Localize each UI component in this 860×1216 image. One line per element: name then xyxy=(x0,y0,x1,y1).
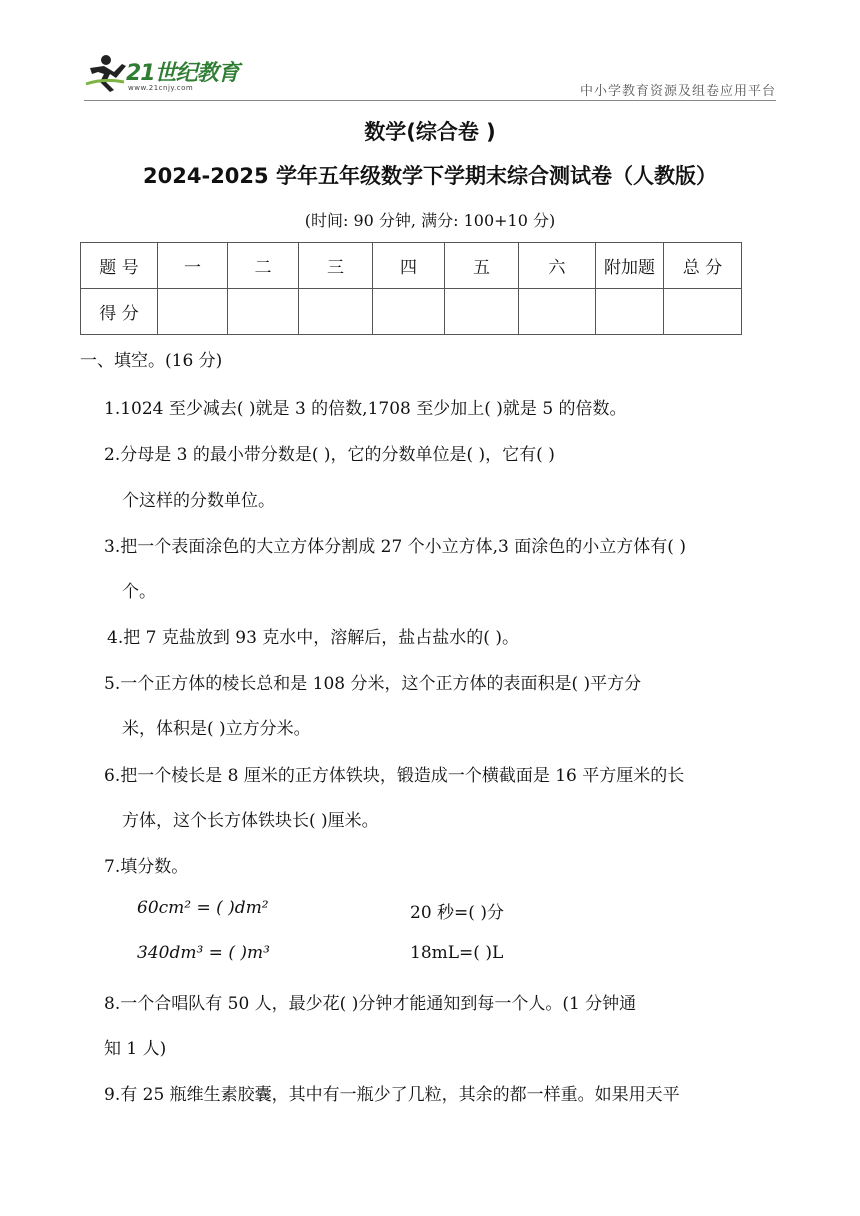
score-table-cell: 题 号 xyxy=(81,243,158,289)
score-table-cell: 附加题 xyxy=(596,243,664,289)
question-line: 9.有 25 瓶维生素胶囊，其中有一瓶少了几粒，其余的都一样重。如果用天平 xyxy=(104,1085,680,1105)
question-line: 个这样的分数单位。 xyxy=(122,491,275,511)
score-table-header-row xyxy=(81,243,742,289)
score-table-cell: 二 xyxy=(228,243,299,289)
score-table-cell: 总 分 xyxy=(664,243,742,289)
question-line: 2.分母是 3 的最小带分数是( )，它的分数单位是( )，它有( ) xyxy=(104,445,555,465)
question-line: 1.1024 至少减去( )就是 3 的倍数,1708 至少加上( )就是 5 的倍数。 xyxy=(104,399,627,419)
fill-item: 340dm³ = ( )m³ xyxy=(137,943,270,963)
score-entry-cell xyxy=(228,289,299,335)
fill-item: 18mL=( )L xyxy=(410,943,504,963)
fill-item: 60cm² = ( )dm² xyxy=(137,898,269,918)
exam-info: (时间: 90 分钟, 满分: 100+10 分) xyxy=(304,211,556,230)
question-line: 知 1 人) xyxy=(104,1039,167,1059)
score-entry-cell xyxy=(596,289,664,335)
question-line: 方体，这个长方体铁块长( )厘米。 xyxy=(122,811,379,831)
exam-main-title: 2024-2025 学年五年级数学下学期末综合测试卷（人教版） xyxy=(143,164,717,188)
score-table-cell: 三 xyxy=(299,243,373,289)
section-heading: 一、填空。(16 分) xyxy=(80,351,223,371)
score-table-cell: 五 xyxy=(445,243,519,289)
question-line: 个。 xyxy=(122,582,156,602)
score-table-score-row xyxy=(81,289,742,335)
exam-subject-title: 数学(综合卷 ) xyxy=(364,120,496,144)
score-entry-cell xyxy=(664,289,742,335)
question-line: 7.填分数。 xyxy=(104,857,189,877)
logo-url: www.21cnjy.com xyxy=(128,84,194,92)
header-divider xyxy=(84,100,776,101)
logo xyxy=(84,52,244,98)
page-header xyxy=(0,0,860,110)
logo-name: 21世纪教育 xyxy=(126,61,239,86)
score-table-cell: 四 xyxy=(373,243,445,289)
platform-name: 中小学教育资源及组卷应用平台 xyxy=(579,84,776,99)
runner-logo-icon xyxy=(84,52,128,92)
question-line: 8.一个合唱队有 50 人，最少花( )分钟才能通知到每一个人。(1 分钟通 xyxy=(104,994,637,1014)
score-entry-cell xyxy=(158,289,228,335)
score-entry-cell xyxy=(299,289,373,335)
score-table-cell: 一 xyxy=(158,243,228,289)
question-line: 5.一个正方体的棱长总和是 108 分米，这个正方体的表面积是( )平方分 xyxy=(104,674,642,694)
score-entry-cell xyxy=(373,289,445,335)
score-table xyxy=(80,242,742,335)
score-entry-cell xyxy=(519,289,596,335)
question-line: 米，体积是( )立方分米。 xyxy=(122,719,311,739)
score-table-cell: 六 xyxy=(519,243,596,289)
score-table-cell: 得 分 xyxy=(81,289,158,335)
question-line: 4.把 7 克盐放到 93 克水中，溶解后，盐占盐水的( )。 xyxy=(107,628,519,648)
question-line: 6.把一个棱长是 8 厘米的正方体铁块，锻造成一个横截面是 16 平方厘米的长 xyxy=(104,766,685,786)
score-entry-cell xyxy=(445,289,519,335)
question-line: 3.把一个表面涂色的大立方体分割成 27 个小立方体,3 面涂色的小立方体有( ) xyxy=(104,537,686,557)
fill-item: 20 秒=( )分 xyxy=(410,903,504,923)
